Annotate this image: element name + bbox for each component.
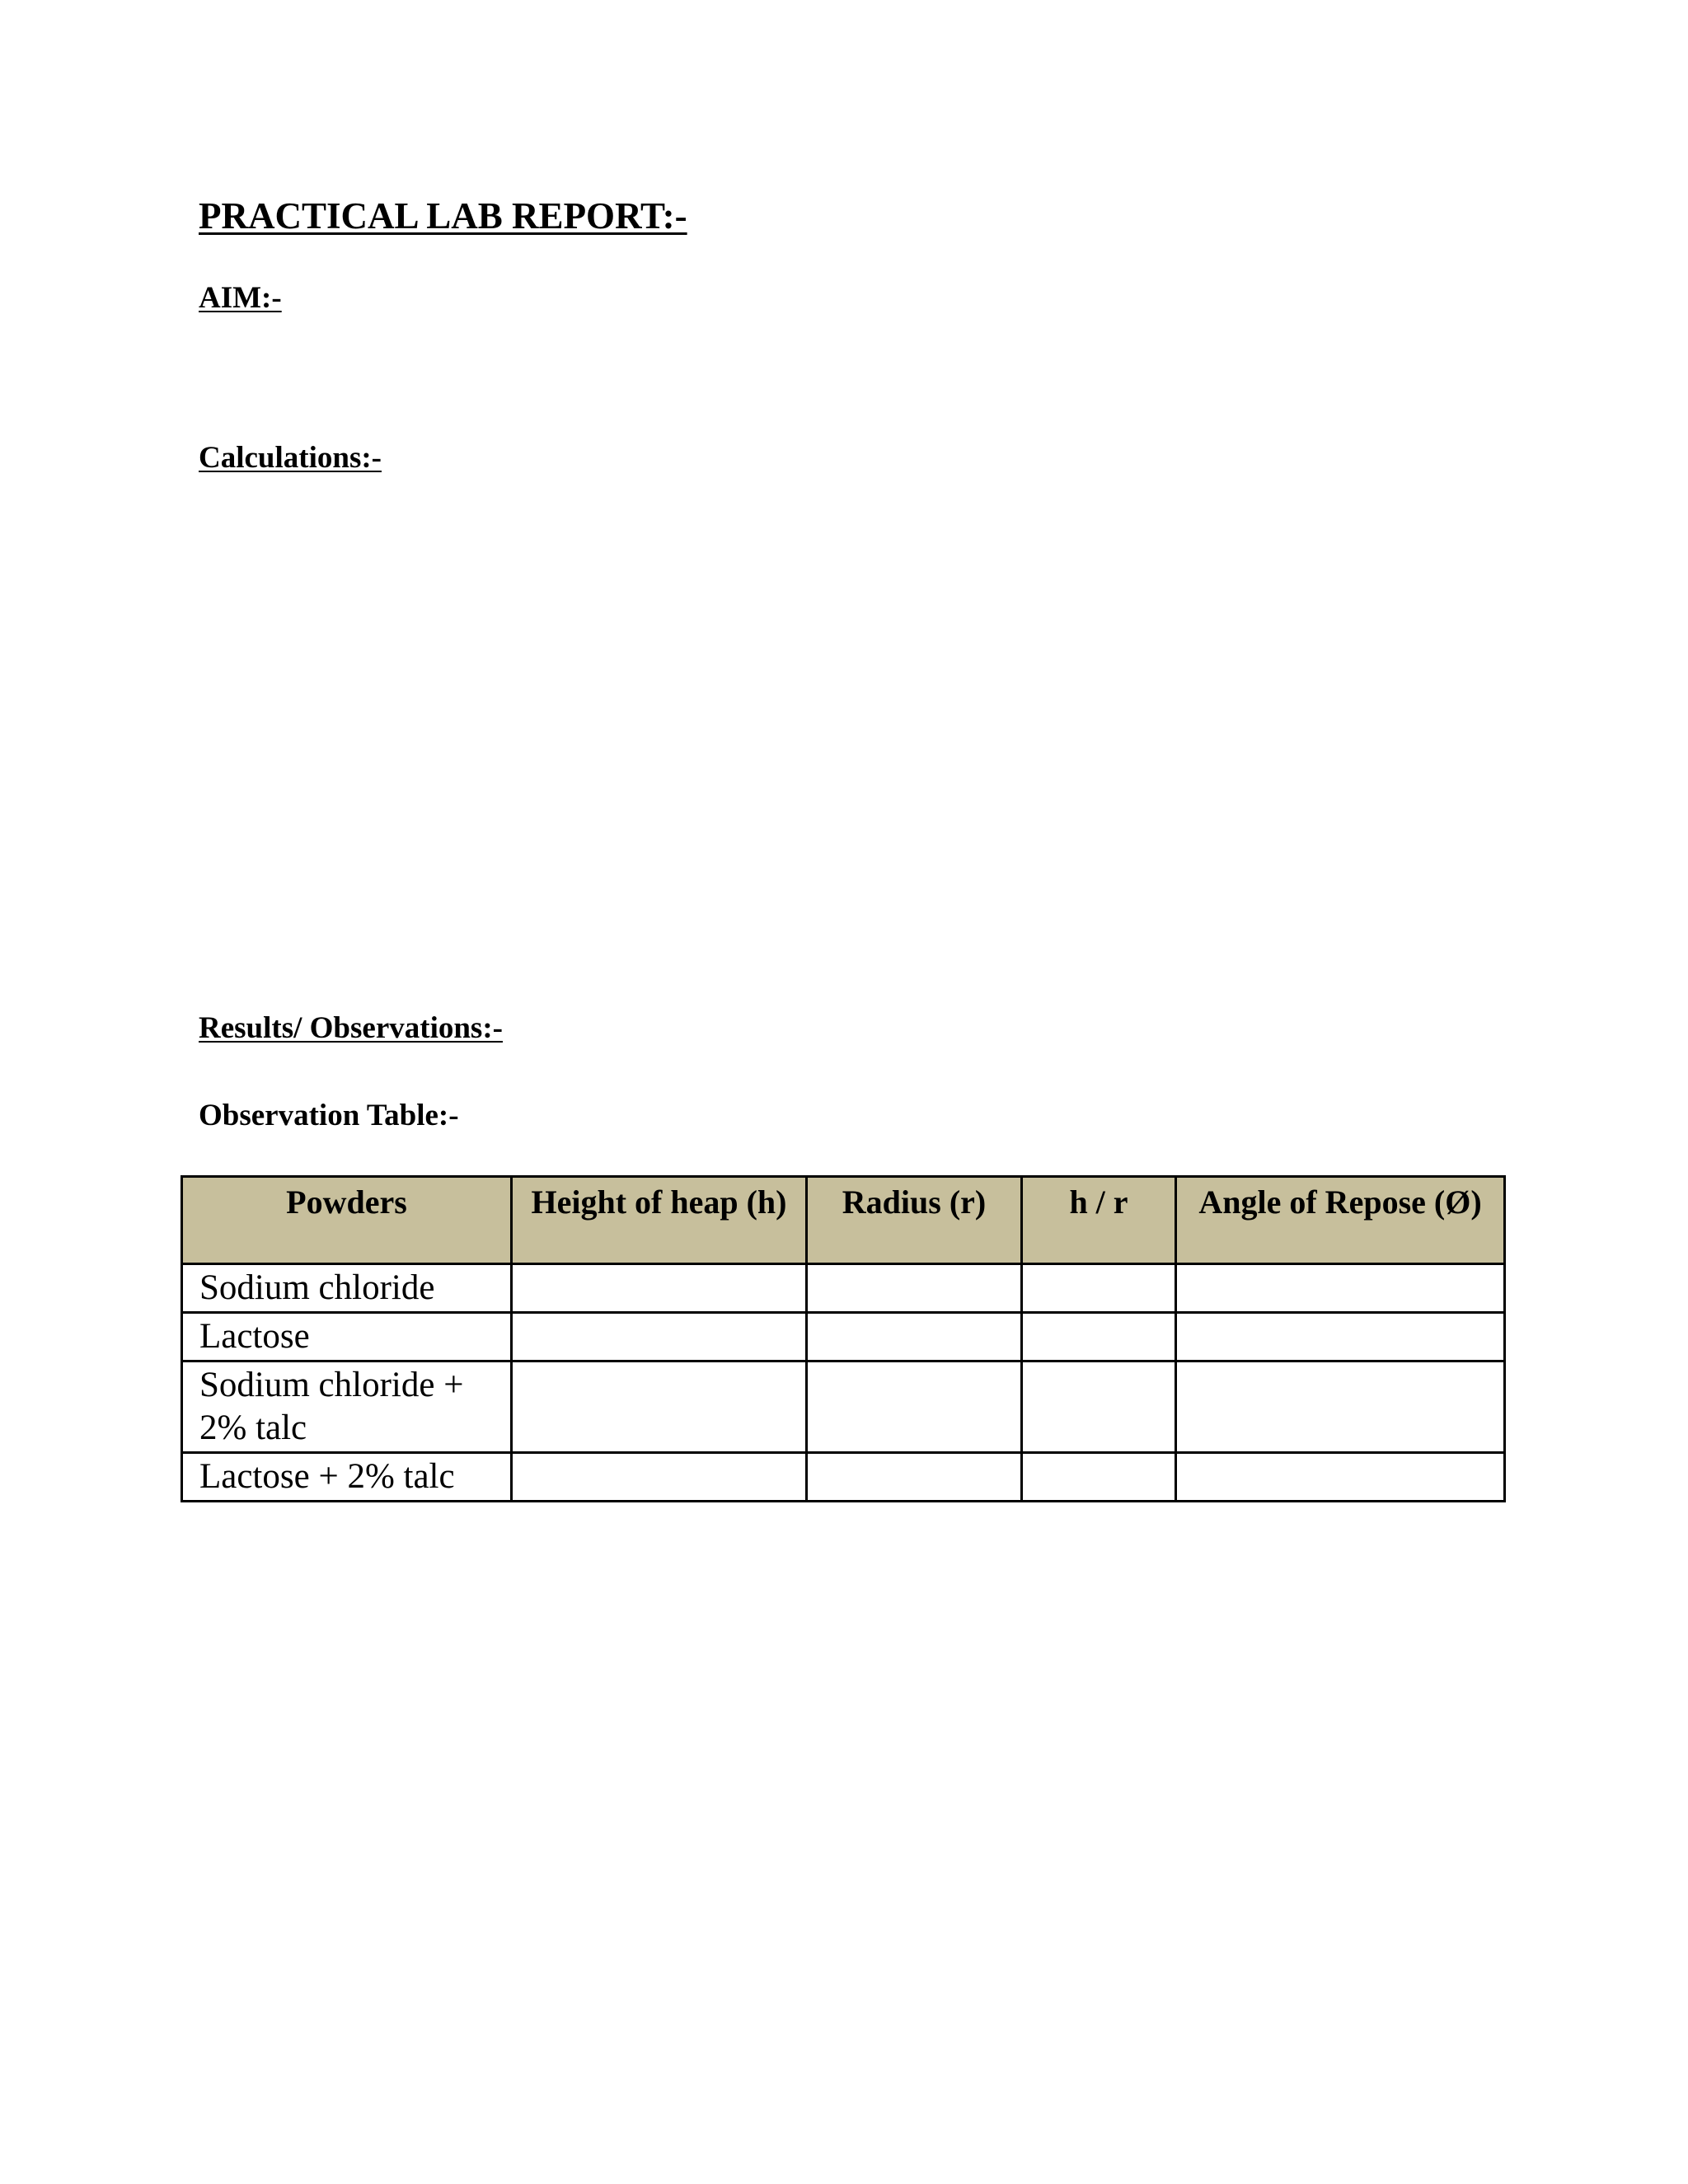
table-row xyxy=(182,1313,1505,1361)
cell-height xyxy=(512,1361,807,1453)
cell-angle xyxy=(1176,1453,1505,1502)
cell-h-over-r xyxy=(1022,1453,1176,1502)
header-powders: Powders xyxy=(182,1177,512,1264)
cell-angle xyxy=(1176,1361,1505,1453)
cell-h-over-r xyxy=(1022,1313,1176,1361)
table-row xyxy=(182,1453,1505,1502)
header-h-over-r: h / r xyxy=(1022,1177,1176,1264)
cell-angle xyxy=(1176,1264,1505,1313)
table-row xyxy=(182,1361,1505,1453)
cell-powder: Sodium chloride + 2% talc xyxy=(182,1361,512,1453)
cell-powder: Lactose + 2% talc xyxy=(182,1453,512,1502)
cell-powder: Sodium chloride xyxy=(182,1264,512,1313)
cell-height xyxy=(512,1453,807,1502)
table-header-row xyxy=(182,1177,1505,1264)
cell-powder: Lactose xyxy=(182,1313,512,1361)
cell-h-over-r xyxy=(1022,1264,1176,1313)
cell-radius xyxy=(807,1453,1022,1502)
observation-table-heading: Observation Table:- xyxy=(199,1099,459,1132)
table-row xyxy=(182,1264,1505,1313)
cell-radius xyxy=(807,1313,1022,1361)
cell-height xyxy=(512,1313,807,1361)
header-height-of-heap: Height of heap (h) xyxy=(512,1177,807,1264)
report-title: PRACTICAL LAB REPORT:- xyxy=(199,195,687,237)
cell-radius xyxy=(807,1264,1022,1313)
header-radius: Radius (r) xyxy=(807,1177,1022,1264)
aim-heading: AIM:- xyxy=(199,281,282,315)
cell-h-over-r xyxy=(1022,1361,1176,1453)
observation-table xyxy=(181,1175,1506,1502)
results-heading: Results/ Observations:- xyxy=(199,1011,503,1045)
cell-radius xyxy=(807,1361,1022,1453)
header-angle-of-repose: Angle of Repose (Ø) xyxy=(1176,1177,1505,1264)
cell-height xyxy=(512,1264,807,1313)
cell-angle xyxy=(1176,1313,1505,1361)
calculations-heading: Calculations:- xyxy=(199,441,382,475)
